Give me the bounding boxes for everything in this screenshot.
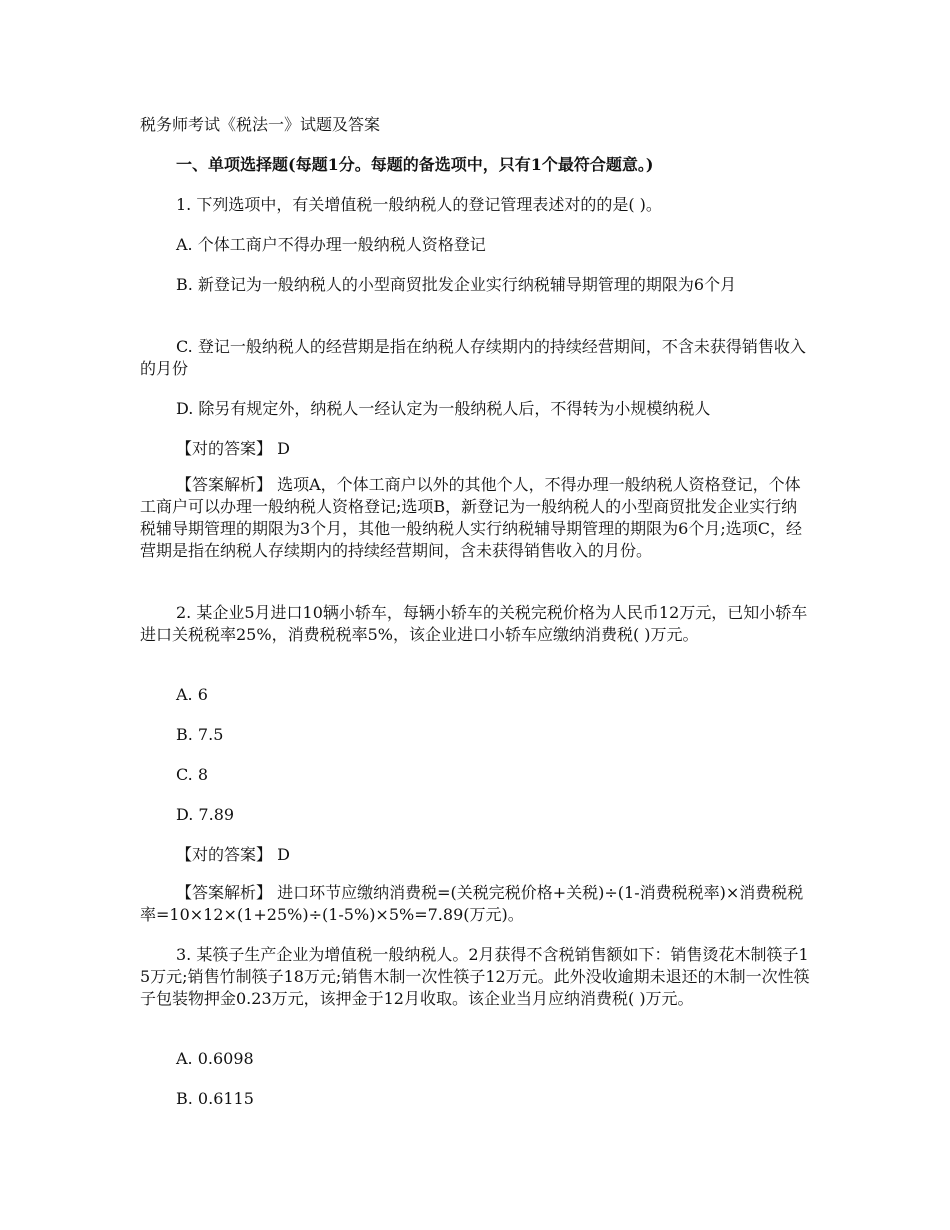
q1-option-a: A. 个体工商户不得办理一般纳税人资格登记 <box>176 235 486 254</box>
q3-stem: 3. 某筷子生产企业为增值税一般纳税人。2月获得不含税销售额如下：销售烫花木制筷子15万元;销售竹制筷子18万元;销售木制一次性筷子12万元。此外没收逾期未退还的木制一次性筷子包装物押金0.23万元，该押金于12月收取。该企业当月应纳消费税( )万元。 <box>140 945 810 1008</box>
q1-stem: 1. 下列选项中，有关增值税一般纳税人的登记管理表述对的的是( )。 <box>176 195 662 214</box>
q2-stem: 2. 某企业5月进口10辆小轿车，每辆小轿车的关税完税价格为人民币12万元，已知小轿车进口关税税率25%，消费税税率5%，该企业进口小轿车应缴纳消费税( )万元。 <box>140 603 808 644</box>
q1-answer: 【对的答案】 D <box>176 439 290 458</box>
q1-option-c: C. 登记一般纳税人的经营期是指在纳税人存续期内的持续经营期间，不含未获得销售收入的月份 <box>140 337 806 378</box>
q3-option-b: B. 0.6115 <box>176 1089 254 1108</box>
q2-analysis: 【答案解析】 进口环节应缴纳消费税=(关税完税价格+关税)÷(1-消费税税率)×消费税税率=10×12×(1+25%)÷(1-5%)×5%=7.89(万元)。 <box>140 883 804 924</box>
q1-option-d: D. 除另有规定外，纳税人一经认定为一般纳税人后，不得转为小规模纳税人 <box>176 399 711 418</box>
q2-option-d: D. 7.89 <box>176 805 235 824</box>
q3-option-a: A. 0.6098 <box>176 1049 254 1068</box>
q2-option-b: B. 7.5 <box>176 725 224 744</box>
document-title: 税务师考试《税法一》试题及答案 <box>140 115 381 134</box>
section-heading: 一、单项选择题(每题1分。每题的备选项中，只有1个最符合题意。) <box>176 155 654 174</box>
q2-option-a: A. 6 <box>176 685 208 704</box>
q1-analysis: 【答案解析】 选项A，个体工商户以外的其他个人，不得办理一般纳税人资格登记，个体工商户可以办理一般纳税人资格登记;选项B，新登记为一般纳税人的小型商贸批发企业实行纳税辅导期管理的期限为3个月，其他一般纳税人实行纳税辅导期管理的期限为6个月;选项C，经营期是指在纳税人存续期内的持续经营期间，含未获得销售收入的月份。 <box>140 475 802 560</box>
q2-answer: 【对的答案】 D <box>176 845 290 864</box>
q2-option-c: C. 8 <box>176 765 209 784</box>
q1-option-b: B. 新登记为一般纳税人的小型商贸批发企业实行纳税辅导期管理的期限为6个月 <box>176 275 737 294</box>
